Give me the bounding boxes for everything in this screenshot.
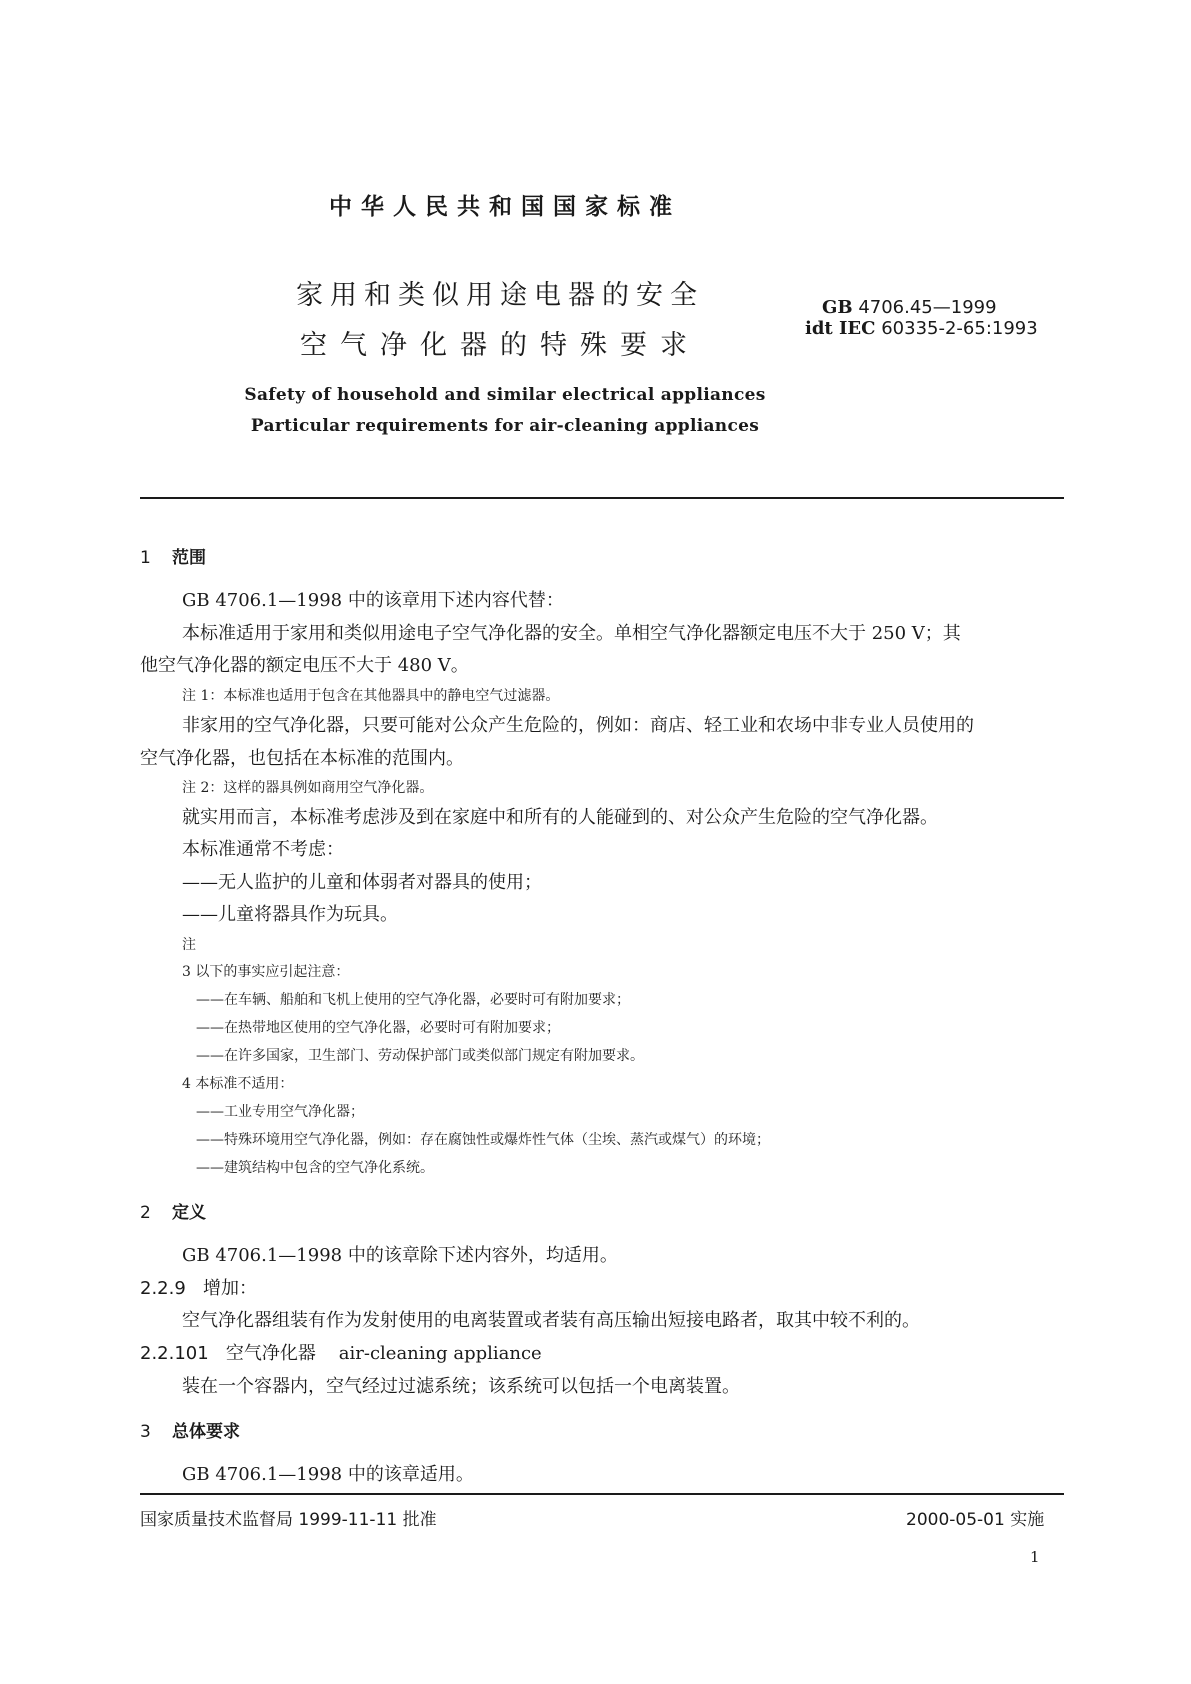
s1-paragraph-3a: 非家用的空气净化器，只要可能对公众产生危险的，例如：商店、轻工业和农场中非专业人员使用的 [182,715,974,736]
title-cn-line-1: 家用和类似用途电器的安全 [296,280,704,311]
clause-2-2-101-body: 装在一个容器内，空气经过过滤系统；该系统可以包括一个电离装置。 [182,1376,740,1397]
clause-2-2-101-term: 空气净化器 [225,1343,316,1364]
section-3-title: 总体要求 [172,1422,240,1442]
s1-note-3-item-3: ——在许多国家，卫生部门、劳动保护部门或类似部门规定有附加要求。 [196,1048,644,1064]
s1-note-1: 注 1：本标准也适用于包含在其他器具中的静电空气过滤器。 [182,688,560,704]
s1-note-4: 4 本标准不适用： [182,1076,294,1092]
s3-paragraph-1: GB 4706.1—1998 中的该章适用。 [182,1464,474,1485]
clause-2-2-9 [140,1274,257,1300]
section-1-number: 1 [140,548,151,568]
s1-list-item-2: ——儿童将器具作为玩具。 [182,904,398,925]
standard-number [822,297,997,318]
clause-2-2-9-number: 2.2.9 [140,1278,186,1299]
idt-prefix: idt IEC [805,318,876,339]
clause-2-2-101 [140,1339,542,1365]
section-1-title: 范围 [172,548,206,568]
section-3-number: 3 [140,1422,151,1442]
s1-note-4-item-3: ——建筑结构中包含的空气净化系统。 [196,1160,434,1176]
s1-list-item-1: ——无人监护的儿童和体弱者对器具的使用； [182,872,542,893]
s1-paragraph-2b: 他空气净化器的额定电压不大于 480 V。 [140,655,469,676]
s1-paragraph-2a: 本标准适用于家用和类似用途电子空气净化器的安全。单相空气净化器额定电压不大于 250 V；其 [182,623,961,644]
title-en-line-2: Particular requirements for air-cleaning appliances [250,416,760,436]
idt-number-value: 60335-2-65:1993 [881,318,1038,339]
section-2-number: 2 [140,1203,151,1223]
s2-paragraph-1: GB 4706.1—1998 中的该章除下述内容外，均适用。 [182,1245,618,1266]
section-3-heading [140,1417,240,1442]
s1-paragraph-5: 本标准通常不考虑： [182,839,344,860]
s1-note-4-item-1: ——工业专用空气净化器； [196,1104,364,1120]
s1-note-3: 3 以下的事实应引起注意： [182,964,350,980]
bottom-divider [140,1493,1064,1495]
top-divider [140,497,1064,499]
approval-line: 国家质量技术监督局 1999-11-11 批准 [140,1510,437,1530]
title-en-line-1: Safety of household and similar electrical appliances [244,385,766,405]
implementation-line: 2000-05-01 实施 [906,1510,1045,1530]
standard-number-value: 4706.45—1999 [858,297,997,318]
s1-paragraph-3b: 空气净化器，也包括在本标准的范围内。 [140,748,464,769]
idt-number [805,318,1038,339]
national-standard-heading: 中华人民共和国国家标准 [329,194,681,220]
title-cn-line-2: 空气净化器的特殊要求 [300,330,700,361]
clause-2-2-101-number: 2.2.101 [140,1343,209,1364]
s1-note-4-item-2: ——特殊环境用空气净化器，例如：存在腐蚀性或爆炸性气体（尘埃、蒸汽或煤气）的环境； [196,1132,770,1148]
s1-note-heading: 注 [182,937,196,953]
s1-note-2: 注 2：这样的器具例如商用空气净化器。 [182,780,434,796]
page-number: 1 [1030,1548,1040,1566]
clause-2-2-9-body: 空气净化器组装有作为发射使用的电离装置或者装有高压输出短接电路者，取其中较不利的。 [182,1310,920,1331]
s1-paragraph-1: GB 4706.1—1998 中的该章用下述内容代替： [182,590,564,611]
section-1-heading [140,543,206,568]
section-2-title: 定义 [172,1203,206,1223]
s1-note-3-item-1: ——在车辆、船舶和飞机上使用的空气净化器，必要时可有附加要求； [196,992,630,1008]
standard-prefix: GB [822,297,853,318]
clause-2-2-9-text: 增加： [202,1278,257,1299]
s1-note-3-item-2: ——在热带地区使用的空气净化器，必要时可有附加要求； [196,1020,560,1036]
section-2-heading [140,1198,206,1223]
s1-paragraph-4: 就实用而言，本标准考虑涉及到在家庭中和所有的人能碰到的、对公众产生危险的空气净化器。 [182,807,938,828]
clause-2-2-101-en: air-cleaning appliance [338,1343,542,1364]
